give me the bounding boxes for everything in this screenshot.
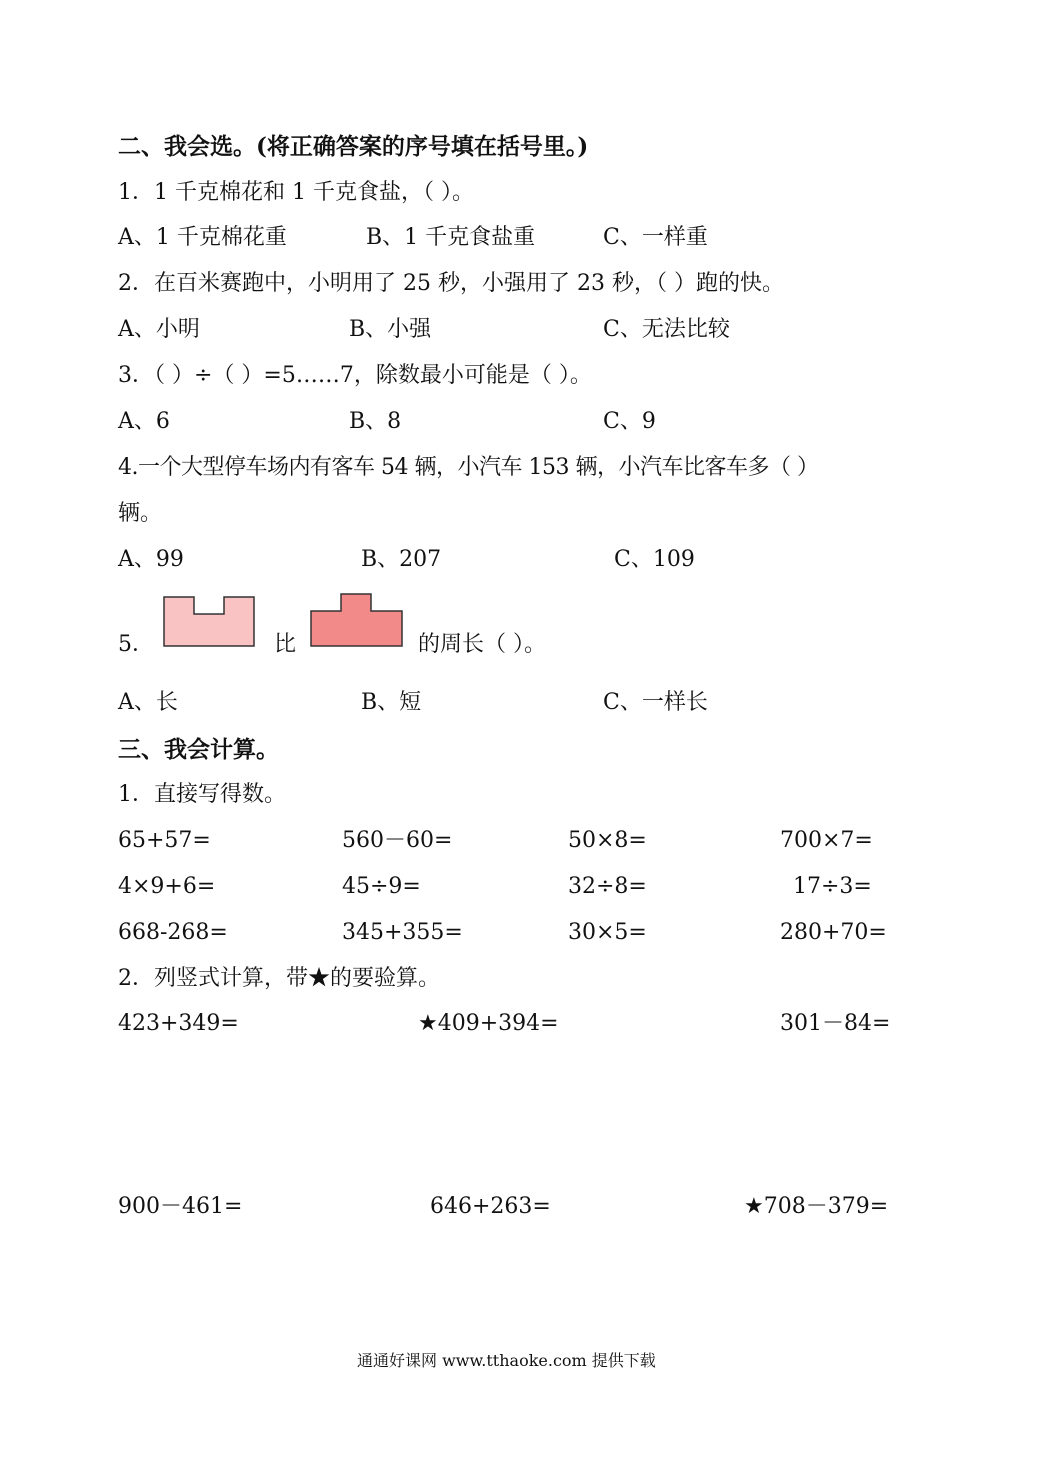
vertical-calc-r2-c3: ★708－379= xyxy=(744,1194,889,1219)
vertical-calc-r1-c2: ★409+394= xyxy=(418,1011,559,1036)
calc-r2-c1: 4×9+6= xyxy=(118,874,216,899)
part1-title: 1．直接写得数。 xyxy=(118,782,286,807)
q4-option-b: B、207 xyxy=(361,547,442,572)
part2-title: 2．列竖式计算，带★的要验算。 xyxy=(118,966,440,991)
question-4-stem: 4.一个大型停车场内有客车 54 辆，小汽车 153 辆，小汽车比客车多（ ） xyxy=(118,455,819,480)
vertical-calc-r1-c3: 301－84= xyxy=(780,1011,891,1036)
q2-option-b: B、小强 xyxy=(349,317,432,342)
q1-option-b: B、1 千克食盐重 xyxy=(366,225,536,250)
q1-option-c: C、一样重 xyxy=(603,225,708,250)
notched-rectangle-shape xyxy=(163,596,255,647)
stepped-rectangle-shape xyxy=(310,593,403,647)
section-title-calculation: 三、我会计算。 xyxy=(118,736,279,763)
vertical-calc-r2-c1: 900－461= xyxy=(118,1194,243,1219)
q4-option-a: A、99 xyxy=(118,547,184,572)
calc-r2-c2: 45÷9= xyxy=(342,874,421,899)
calc-r2-c4: 17÷3= xyxy=(793,874,872,899)
q5-option-b: B、短 xyxy=(361,690,422,715)
calc-r3-c3: 30×5= xyxy=(568,920,647,945)
question-3-stem: 3．（ ）÷（ ）=5……7，除数最小可能是（ ）。 xyxy=(118,363,592,388)
question-4-stem-continued: 辆。 xyxy=(118,501,163,526)
calc-r1-c4: 700×7= xyxy=(780,828,873,853)
q3-option-a: A、6 xyxy=(118,409,170,434)
calc-r2-c3: 32÷8= xyxy=(568,874,647,899)
vertical-calc-r1-c1: 423+349= xyxy=(118,1011,239,1036)
q1-option-a: A、1 千克棉花重 xyxy=(118,225,287,250)
calc-r1-c3: 50×8= xyxy=(568,828,647,853)
q4-option-c: C、109 xyxy=(614,547,695,572)
q3-option-c: C、9 xyxy=(603,409,656,434)
question-2-stem: 2．在百米赛跑中，小明用了 25 秒，小强用了 23 秒，（ ）跑的快。 xyxy=(118,271,784,296)
vertical-calc-r2-c2: 646+263= xyxy=(430,1194,551,1219)
q5-option-a: A、长 xyxy=(118,690,178,715)
question-1-stem: 1．1 千克棉花和 1 千克食盐，（ ）。 xyxy=(118,180,474,205)
calc-r3-c2: 345+355= xyxy=(342,920,463,945)
calc-r1-c2: 560－60= xyxy=(342,828,453,853)
calc-r1-c1: 65+57= xyxy=(118,828,211,853)
question-5-compare-word: 比 xyxy=(274,632,297,657)
q2-option-a: A、小明 xyxy=(118,317,200,342)
q5-option-c: C、一样长 xyxy=(603,690,708,715)
footer-source: 通通好课网 www.tthaoke.com 提供下载 xyxy=(357,1351,656,1370)
q2-option-c: C、无法比较 xyxy=(603,317,730,342)
section-title-choice: 二、我会选。(将正确答案的序号填在括号里。) xyxy=(118,133,589,160)
calc-r3-c1: 668-268= xyxy=(118,920,228,945)
question-5-tail: 的周长（ ）。 xyxy=(418,632,546,657)
calc-r3-c4: 280+70= xyxy=(780,920,887,945)
q3-option-b: B、8 xyxy=(349,409,402,434)
question-5-number: 5． xyxy=(118,632,154,657)
shape2-polygon xyxy=(311,594,402,646)
shape1-polygon xyxy=(164,597,254,646)
